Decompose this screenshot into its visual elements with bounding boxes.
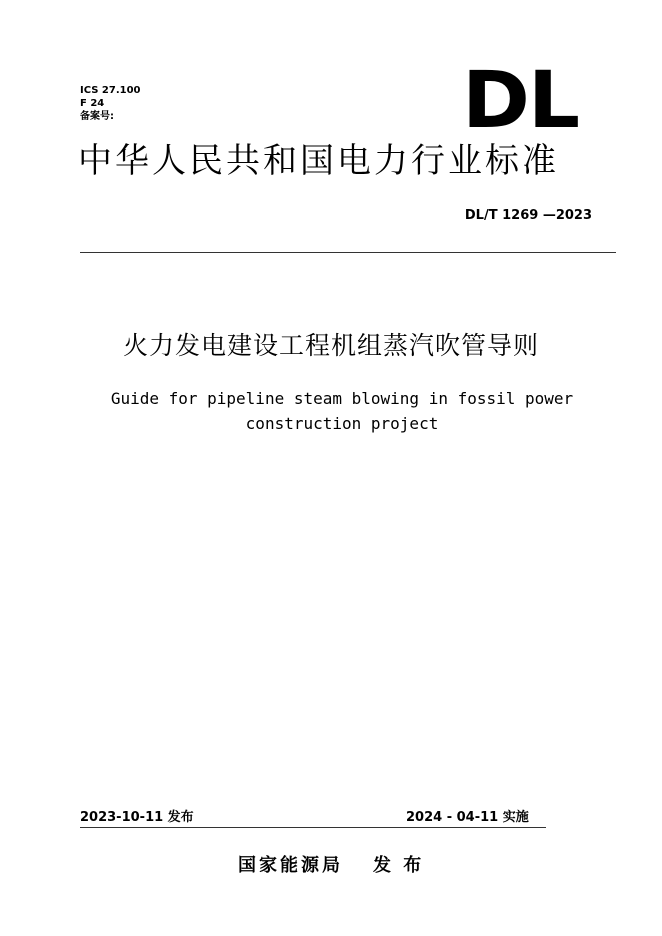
ics-code: ICS 27.100 (80, 85, 141, 96)
publisher-name: 国家能源局 (238, 855, 343, 876)
publish-action: 发 布 (373, 855, 425, 876)
standard-code: DL/T 1269 —2023 (464, 208, 592, 223)
bottom-divider (80, 827, 546, 828)
title-chinese: 火力发电建设工程机组蒸汽吹管导则 (122, 331, 539, 360)
publisher-line (238, 851, 424, 877)
title-english-line-1: Guide for pipeline steam blowing in fossil power (110, 389, 574, 408)
record-number: 备案号: (80, 111, 114, 122)
top-divider (80, 252, 616, 253)
title-english-line-2: construction project (245, 414, 439, 433)
organization-title: 中华人民共和国电力行业标准 (78, 141, 559, 181)
classification-block (80, 84, 141, 123)
implementation-date: 2024 - 04-11 实施 (406, 810, 529, 825)
issue-date: 2023-10-11 发布 (80, 810, 194, 825)
ccs-code: F 24 (80, 98, 105, 109)
title-english (60, 386, 624, 436)
dl-logo: DL (462, 56, 578, 146)
